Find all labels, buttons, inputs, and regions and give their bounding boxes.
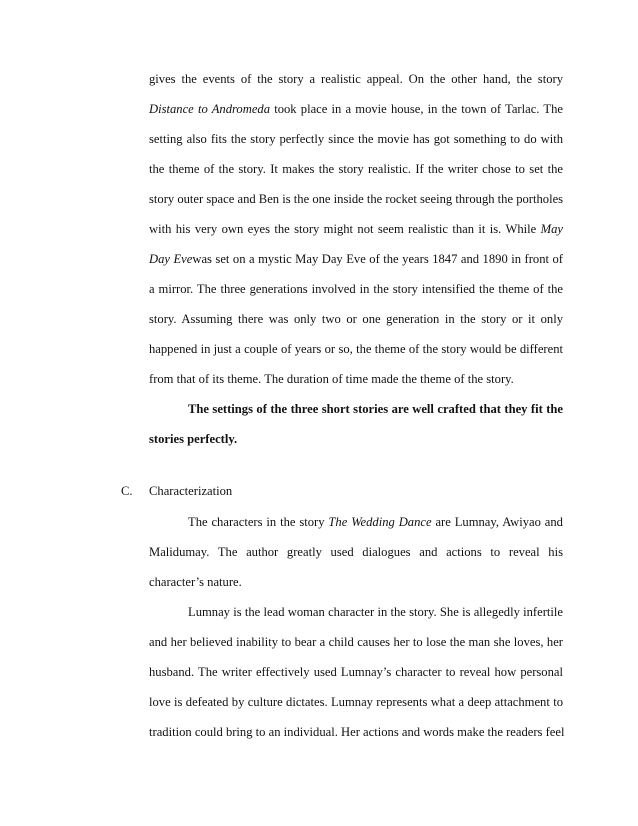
story-title: Day Eve <box>149 252 193 266</box>
text-line <box>149 251 563 267</box>
text-span: was set on a mystic May Day Eve of the years 1847 and 1890 in front of <box>192 252 563 266</box>
text-line <box>149 191 563 207</box>
text-line <box>149 311 563 327</box>
text-span: husband. The writer effectively used Lumnay’s character to reveal how personal <box>149 665 563 679</box>
text-span: and her believed inability to bear a child causes her to lose the man she loves, her <box>149 635 563 649</box>
text-line <box>149 71 563 87</box>
text-span: Lumnay is the lead woman character in the story. She is allegedly infertile <box>188 605 563 619</box>
text-line <box>149 544 563 560</box>
text-line <box>149 161 563 177</box>
list-marker: C. <box>121 484 133 498</box>
text-line <box>149 664 563 680</box>
text-line <box>149 131 563 147</box>
text-line <box>149 221 563 237</box>
text-line <box>149 341 563 357</box>
text-line <box>188 514 563 530</box>
text-span: gives the events of the story a realistic appeal. On the other hand, the story <box>149 72 563 86</box>
section-heading <box>121 483 232 499</box>
text-span: The settings of the three short stories are well crafted that they fit the <box>188 402 563 416</box>
text-span: story outer space and Ben is the one inside the rocket seeing through the portholes <box>149 192 564 206</box>
text-line <box>149 634 563 650</box>
text-span: with his very own eyes the story might not seem realistic than it is. While <box>149 222 541 236</box>
section-title: Characterization <box>149 484 233 498</box>
text-span: tradition could bring to an individual. Her actions and words make the readers feel <box>149 725 565 739</box>
text-span: a mirror. The three generations involved in the story intensified the theme of the <box>149 282 563 296</box>
bold-statement-line <box>188 401 563 417</box>
text-span: stories perfectly. <box>149 432 238 446</box>
text-line <box>149 694 563 710</box>
story-title: Distance to Andromeda <box>149 102 271 116</box>
text-span: the theme of the story. It makes the story realistic. If the writer chose to set the <box>149 162 563 176</box>
bold-statement-line <box>149 431 563 447</box>
text-span: from that of its theme. The duration of time made the theme of the story. <box>149 372 514 386</box>
story-title: The Wedding Dance <box>328 515 432 529</box>
text-span: The characters in the story <box>188 515 329 529</box>
text-span: character’s nature. <box>149 575 242 589</box>
text-span: are Lumnay, Awiyao and <box>431 515 563 529</box>
text-span: happened in just a couple of years or so, the theme of the story would be different <box>149 342 563 356</box>
text-span: took place in a movie house, in the town of Tarlac. The <box>270 102 563 116</box>
text-line <box>149 281 563 297</box>
story-title: May <box>540 222 563 236</box>
text-span: setting also fits the story perfectly since the movie has got something to do with <box>149 132 563 146</box>
text-line <box>149 574 563 590</box>
text-line <box>149 101 563 117</box>
text-line <box>149 371 563 387</box>
text-span: love is defeated by culture dictates. Lumnay represents what a deep attachment to <box>149 695 563 709</box>
text-line <box>149 724 563 740</box>
text-span: story. Assuming there was only two or one generation in the story or it only <box>149 312 563 326</box>
text-line <box>188 604 563 620</box>
text-span: Malidumay. The author greatly used dialogues and actions to reveal his <box>149 545 563 559</box>
